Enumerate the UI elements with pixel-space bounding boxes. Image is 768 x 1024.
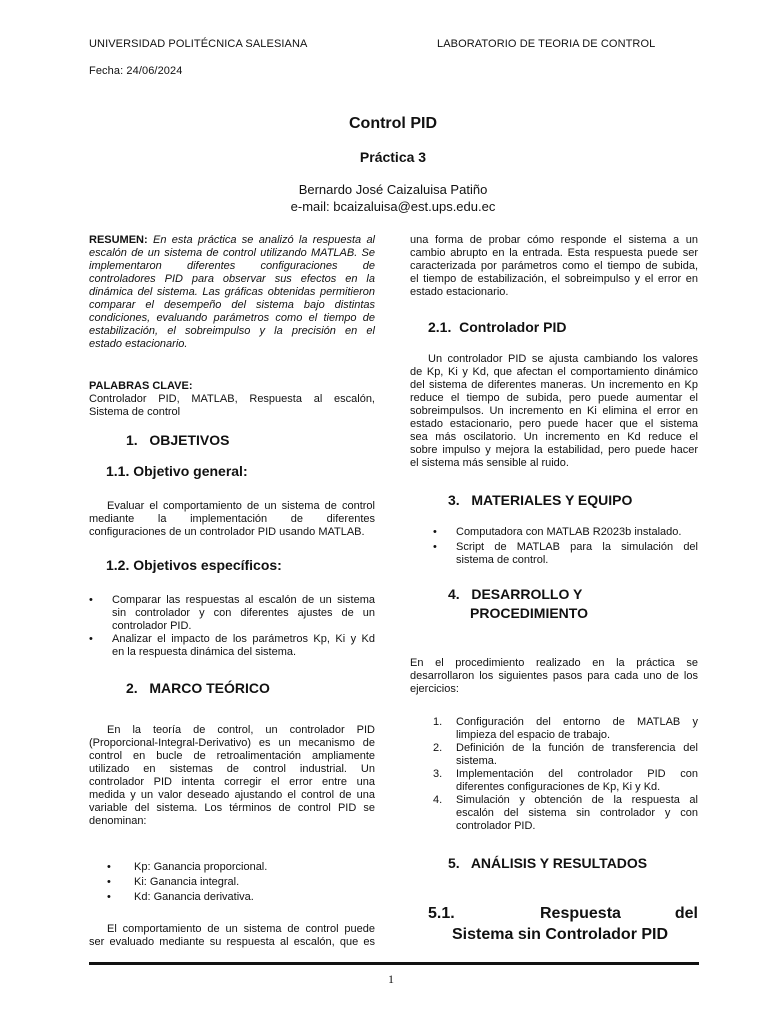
paragraph-line: estado estacionario, pero puede hacer que el sistema [410, 418, 698, 430]
section-respuesta-title: Respuesta del [540, 905, 698, 922]
abstract-line: estabilización, el sobreimpulso y la precisión en el [89, 325, 375, 337]
paragraph-line: Evaluar el comportamiento de un sistema de control [107, 500, 375, 512]
list-item [433, 768, 698, 794]
header-lab: LABORATORIO DE TEORIA DE CONTROL [437, 38, 656, 50]
list-item [107, 876, 367, 891]
list-item [433, 742, 698, 768]
abstract [89, 234, 375, 351]
section-objetivos: 1. OBJETIVOS [126, 432, 230, 448]
author-name: Bernardo José Caizaluisa Patiño [298, 182, 488, 197]
steps-list [433, 716, 698, 833]
paragraph-line: En el procedimiento realizado en la práctica se [410, 657, 698, 669]
paragraph-line: caracterizada por parámetros como el tiempo de subida, [410, 260, 698, 272]
abstract-line: controladores PID para observar sus efectos en la [89, 273, 375, 285]
marco-teorico-text-2 [89, 923, 375, 949]
list-item-line: diferentes configuraciones de Kp, Ki y Kd. [456, 781, 661, 793]
section-analisis: 5. ANÁLISIS Y RESULTADOS [448, 855, 648, 871]
abstract-line: En esta práctica se analizó la respuesta al [153, 234, 376, 246]
paragraph-line: ser evaluado mediante su respuesta al escalón, que es [89, 936, 375, 948]
section-desarrollo-line2: PROCEDIMIENTO [470, 605, 588, 621]
page-number: 1 [388, 972, 394, 986]
abstract-line: implementaron diferentes configuraciones de [89, 260, 375, 272]
step-number: 3. [433, 768, 443, 780]
paragraph-line: configuraciones de un controlador PID usando MATLAB. [89, 526, 365, 538]
paragraph-line: el tiempo de estabilización, el sobreimpulso y el error en [410, 273, 698, 285]
term-kd: Kd: Ganancia derivativa. [134, 891, 254, 903]
list-item-line: limpieza del espacio de trabajo. [456, 729, 611, 741]
paragraph-line: estado estacionario. [410, 286, 509, 298]
document-title: Control PID [349, 115, 437, 132]
abstract-line: comparar el desempeño del sistema bajo distintas [89, 299, 375, 311]
materiales-list [433, 526, 698, 567]
list-item [433, 526, 698, 539]
paragraph-line: el sistema más sensible al ruido. [410, 457, 569, 469]
paragraph-line: denominan: [89, 815, 147, 827]
bullet-icon: • [107, 876, 111, 888]
marco-teorico-text [89, 724, 375, 828]
paragraph-line: (Proporcional-Integral-Derivativo) es un mecanismo de [89, 737, 375, 749]
header-date: Fecha: 24/06/2024 [89, 65, 183, 77]
list-item-line: Definición de la función de transferencia del [456, 742, 698, 754]
bullet-icon: • [433, 541, 437, 553]
header-institution: UNIVERSIDAD POLITÉCNICA SALESIANA [89, 38, 308, 50]
paragraph-line: utilizado en sistemas de control industrial. Un [89, 763, 375, 775]
list-item [107, 861, 367, 876]
bullet-icon: • [433, 526, 437, 538]
abstract-line: escalón de un sistema de control utilizando MATLAB. Se [89, 247, 375, 259]
list-item-line: sistema de control. [456, 554, 549, 566]
list-item [107, 891, 367, 906]
bullet-icon: • [107, 891, 111, 903]
keywords-label: PALABRAS CLAVE: [89, 380, 193, 392]
objetivo-general-text [89, 500, 375, 539]
paragraph-line: reduce el tiempo de subida, pero puede aumentar el [410, 392, 698, 404]
step-number: 1. [433, 716, 443, 728]
list-item-line: en la respuesta dinámica del sistema. [112, 646, 297, 658]
section-marco-teorico: 2. MARCO TEÓRICO [126, 680, 270, 696]
keywords [89, 380, 375, 419]
list-item [89, 633, 375, 659]
paragraph-line: medida y un valor deseado ajustando el control de una [89, 789, 375, 801]
list-item-line: controlador PID. [456, 820, 536, 832]
paragraph-line: El comportamiento de un sistema de control puede [107, 923, 375, 935]
list-item [433, 794, 698, 833]
paragraph-line: mediante la implementación de diferentes [89, 513, 375, 525]
paragraph-line: de Kp, Ki y Kd, que afectan el comportamiento dinámico [410, 366, 698, 378]
footer-rule [89, 962, 699, 965]
paragraph-line: En la teoría de control, un controlador PID [107, 724, 375, 736]
abstract-line: condiciones, evaluando parámetros como el tiempo de [89, 312, 375, 324]
paragraph-line: sobreimpulsos. Un incremento en Ki elimina el error en [410, 405, 698, 417]
list-item [433, 716, 698, 742]
abstract-line: estado estacionario. [89, 338, 188, 350]
paragraph-line: Un controlador PID se ajusta cambiando los valores [428, 353, 698, 365]
step-number: 4. [433, 794, 443, 806]
bullet-icon: • [107, 861, 111, 873]
list-item-line: Simulación y obtención de la respuesta al [456, 794, 698, 806]
abstract-line: dinámica del sistema. Las gráficas obtenidas permitieron [89, 286, 375, 298]
pid-terms-list [107, 861, 367, 906]
objetivos-especificos-list [89, 594, 375, 659]
section-materiales: 3. MATERIALES Y EQUIPO [448, 492, 633, 508]
author-email: e-mail: bcaizaluisa@est.ups.edu.ec [290, 199, 496, 214]
section-respuesta-title-line2: Sistema sin Controlador PID [452, 926, 669, 943]
section-controlador-pid: 2.1. Controlador PID [428, 319, 567, 335]
list-item-line: sin controlador y con diferentes ajustes de un [112, 607, 375, 619]
step-number: 2. [433, 742, 443, 754]
paragraph-line: ejercicios: [410, 683, 459, 695]
list-item-line: controlador PID. [112, 620, 192, 632]
practice-title: Práctica 3 [359, 149, 427, 165]
list-item-line: escalón del sistema sin controlador y con [456, 807, 698, 819]
list-item-line: sistema. [456, 755, 497, 767]
paragraph-line: variable del sistema. Los términos de control PID se [89, 802, 375, 814]
list-item-line: Computadora con MATLAB R2023b instalado. [456, 526, 682, 538]
list-item-line: Configuración del entorno de MATLAB y [456, 716, 698, 728]
controlador-pid-text [410, 353, 698, 470]
paragraph-line: una forma de probar cómo responde el sistema a un [410, 234, 698, 246]
bullet-icon: • [89, 594, 93, 606]
list-item-line: Comparar las respuestas al escalón de un sistema [112, 594, 375, 606]
section-objetivos-especificos: 1.2. Objetivos específicos: [106, 557, 282, 573]
list-item [433, 541, 698, 567]
list-item-line: Analizar el impacto de los parámetros Kp, Ki y Kd [112, 633, 375, 645]
list-item-line: Implementación del controlador PID con [456, 768, 698, 780]
keywords-line: Controlador PID, MATLAB, Respuesta al escalón, [89, 393, 375, 405]
desarrollo-text [410, 657, 698, 696]
list-item [89, 594, 375, 633]
term-ki: Ki: Ganancia integral. [134, 876, 240, 888]
section-respuesta-number: 5.1. [428, 905, 455, 922]
paragraph-line: cambio abrupto en la entrada. Esta respuesta puede ser [410, 247, 698, 259]
bullet-icon: • [89, 633, 93, 645]
term-kp: Kp: Ganancia proporcional. [134, 861, 268, 873]
paragraph-line: sobre impulso y mejora la estabilidad, pero puede hacer [410, 444, 698, 456]
section-objetivo-general: 1.1. Objetivo general: [106, 463, 248, 479]
section-desarrollo: 4. DESARROLLO Y [448, 586, 583, 602]
abstract-label: RESUMEN: [89, 234, 148, 246]
paragraph-line: control en bucle de retroalimentación ampliamente [89, 750, 375, 762]
respuesta-escalon-text [410, 234, 698, 299]
paragraph-line: controlador PID intenta corregir el error entre una [89, 776, 375, 788]
keywords-line: Sistema de control [89, 406, 181, 418]
list-item-line: Script de MATLAB para la simulación del [456, 541, 698, 553]
paragraph-line: del sistema de diferentes maneras. Un incremento en Kp [410, 379, 698, 391]
paragraph-line: desarrollaron los siguientes pasos para cada uno de los [410, 670, 698, 682]
paragraph-line: sea más oscilatorio. Un incremento en Kd reduce el [410, 431, 698, 443]
